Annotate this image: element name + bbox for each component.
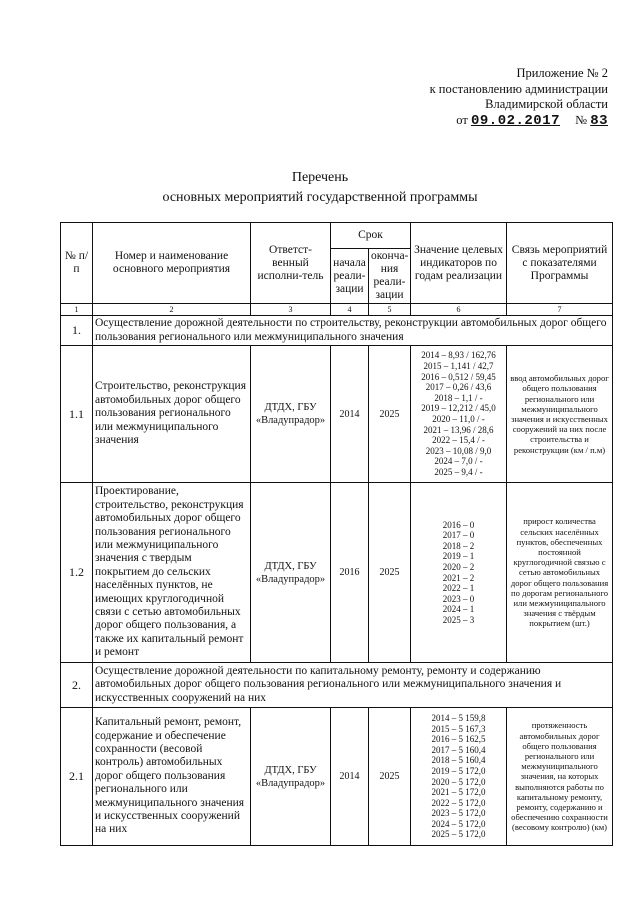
indicator-line: 2018 – 2: [442, 540, 475, 551]
col-number-2: 2: [93, 304, 251, 316]
start-year: 2016: [331, 483, 369, 663]
responsible: ДТДХ, ГБУ «Владупрадор»: [251, 483, 331, 663]
indicator-line: 2024 – 7,0 / -: [434, 456, 483, 467]
indicator-line: 2015 – 1,141 / 42,7: [423, 361, 494, 372]
indicator-line: 2025 – 9,4 / -: [434, 466, 483, 477]
decree-number: 83: [590, 112, 608, 129]
section-title: Осуществление дорожной деятельности по строительству, реконструкции автомобильных дорог общего пользования регионального или межмуниципального значения: [93, 316, 613, 346]
col-number-1: 1: [61, 304, 93, 316]
program-link: ввод автомобильных дорог общего пользования регионального или межмуниципального значения и искусственных сооружений на них после строительства и реконструкции (км / п.м): [507, 346, 613, 483]
approval-line-3: Владимирской области: [485, 97, 608, 111]
approval-line-2: к постановлению администрации: [429, 81, 608, 96]
section-row: [61, 316, 613, 346]
responsible: ДТДХ, ГБУ «Владупрадор»: [251, 708, 331, 846]
indicator-line: 2018 – 1,1 / -: [434, 392, 483, 403]
section-number: 2.: [61, 663, 93, 708]
indicator-line: 2019 – 12,212 / 45,0: [421, 403, 496, 414]
col-number-7: 7: [507, 304, 613, 316]
section-row: [61, 663, 613, 708]
indicator-line: 2022 – 5 172,0: [431, 797, 486, 808]
indicator-line: 2025 – 3: [442, 614, 475, 625]
indicator-line: 2018 – 5 160,4: [431, 755, 486, 766]
header-name: Номер и наименование основного мероприятия: [93, 223, 251, 304]
header-num: № п/ п: [61, 223, 93, 304]
approval-block: [348, 66, 608, 129]
measure-name: Строительство, реконструкция автомобильных дорог общего пользования регионального или межмуниципального значения: [93, 346, 251, 483]
start-year: 2014: [331, 346, 369, 483]
indicator-values: [411, 708, 507, 846]
program-link: прирост количества сельских населённых пунктов, обеспеченных постоянной круглогодичной связью с сетью автомобильных дорог общего пользования по дорогам регионального или межмуниципального значения с твёрдым покрытием (шт.): [507, 483, 613, 663]
row-number: 1.2: [61, 483, 93, 663]
start-year: 2014: [331, 708, 369, 846]
measures-table: [60, 222, 613, 846]
header-indicators: Значение целевых индикаторов по годам реализации: [411, 223, 507, 304]
header-end: оконча-ния реали-зации: [369, 249, 411, 304]
indicator-line: 2021 – 5 172,0: [431, 787, 486, 798]
header-start: начала реали-зации: [331, 249, 369, 304]
indicator-line: 2019 – 1: [442, 551, 475, 562]
number-sign: №: [575, 112, 588, 127]
table-row: [61, 708, 613, 846]
indicator-line: 2017 – 5 160,4: [431, 744, 486, 755]
document-title: [0, 168, 640, 208]
end-year: 2025: [369, 346, 411, 483]
end-year: 2025: [369, 708, 411, 846]
indicator-line: 2016 – 0,512 / 59,45: [421, 371, 496, 382]
indicator-line: 2019 – 5 172,0: [431, 765, 486, 776]
col-number-4: 4: [331, 304, 369, 316]
section-number: 1.: [61, 316, 93, 346]
indicator-values: [411, 346, 507, 483]
indicator-line: 2024 – 1: [442, 604, 475, 615]
measure-name: Капитальный ремонт, ремонт, содержание и обеспечение сохранности (весовой контроль) автомобильных дорог общего пользования регионального или межмуниципального значения и искусственных сооружений на них: [93, 708, 251, 846]
responsible: ДТДХ, ГБУ «Владупрадор»: [251, 346, 331, 483]
title-line-1: Перечень: [291, 170, 349, 185]
header-term: Срок: [331, 223, 411, 249]
table-row: [61, 346, 613, 483]
table-row: [61, 483, 613, 663]
indicator-line: 2024 – 5 172,0: [431, 818, 486, 829]
decree-date: 09.02.2017: [470, 112, 560, 129]
indicator-line: 2016 – 0: [442, 519, 475, 530]
approval-date-line: [348, 113, 608, 130]
indicator-line: 2022 – 15,4 / -: [432, 435, 485, 446]
approval-line-1: Приложение № 2: [516, 66, 608, 80]
indicator-line: 2025 – 5 172,0: [431, 829, 486, 840]
date-prefix: от: [456, 112, 468, 127]
indicator-line: 2021 – 13,96 / 28,6: [423, 424, 494, 435]
indicator-line: 2020 – 11,0 / -: [432, 414, 485, 424]
indicator-line: 2020 – 5 172,0: [431, 776, 486, 787]
measure-name: Проектирование, строительство, реконструкция автомобильных дорог общего пользования регионального или межмуниципального значения с твердым покрытием до сельских населённых пунктов, не имеющих круглогодичной связи с сетью автомобильных дорог общего пользования, а также их капитальный ремонт и ремонт: [93, 483, 251, 663]
header-responsible: Ответст-венный исполни-тель: [251, 223, 331, 304]
indicator-line: 2014 – 8,93 / 162,76: [421, 350, 496, 361]
end-year: 2025: [369, 483, 411, 663]
indicator-line: 2023 – 5 172,0: [431, 808, 486, 819]
col-number-3: 3: [251, 304, 331, 316]
indicator-line: 2023 – 10,08 / 9,0: [425, 445, 492, 456]
row-number: 1.1: [61, 346, 93, 483]
col-number-5: 5: [369, 304, 411, 316]
section-title: Осуществление дорожной деятельности по капитальному ремонту, ремонту и содержанию автомобильных дорог общего пользования регионального или межмуниципального значения и искусственных сооружений на них: [93, 663, 613, 708]
indicator-line: 2016 – 5 162,5: [431, 734, 486, 745]
indicator-line: 2014 – 5 159,8: [431, 712, 486, 723]
indicator-line: 2022 – 1: [442, 583, 475, 594]
indicator-line: 2015 – 5 167,3: [431, 723, 486, 734]
row-number: 2.1: [61, 708, 93, 846]
indicator-line: 2020 – 2: [442, 561, 475, 572]
header-link: Связь мероприятий с показателями Программы: [507, 223, 613, 304]
program-link: протяженность автомобильных дорог общего пользования регионального или межмуниципального значения, на которых выполняются работы по капитальному ремонту, ремонту, содержанию и обеспечению сохранности (весовому контролю) (км): [507, 708, 613, 846]
indicator-values: [411, 483, 507, 663]
indicator-line: 2021 – 2: [442, 572, 475, 583]
indicator-line: 2017 – 0: [442, 530, 475, 541]
indicator-line: 2023 – 0: [442, 593, 475, 604]
title-line-2: основных мероприятий государственной программы: [162, 190, 478, 205]
indicator-line: 2017 – 0,26 / 43,6: [425, 382, 492, 393]
col-number-6: 6: [411, 304, 507, 316]
